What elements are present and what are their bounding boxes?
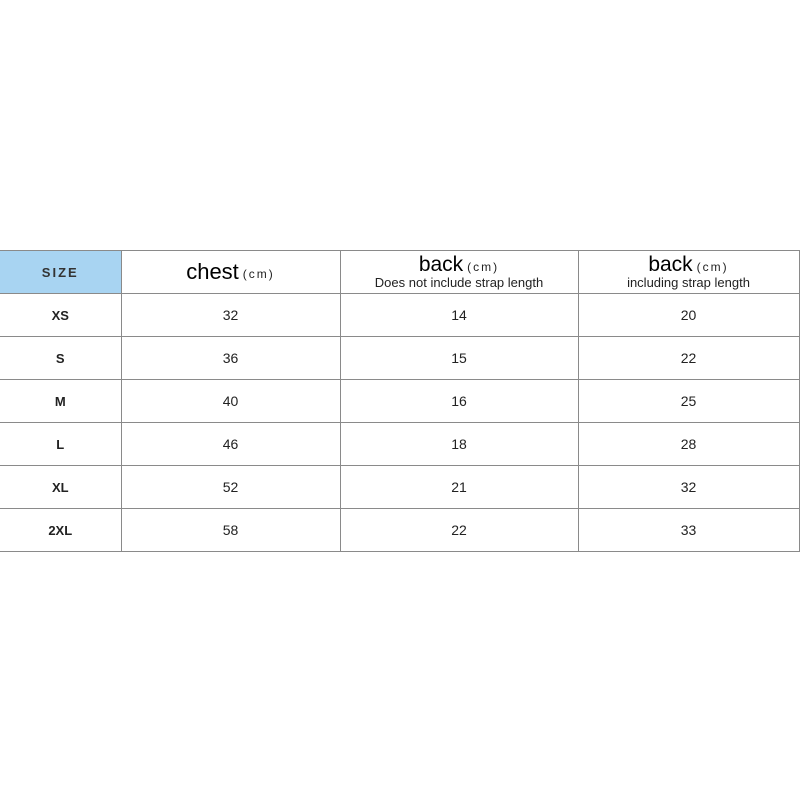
chest-header-label: chest bbox=[186, 258, 239, 284]
back-without-strap-cell: 22 bbox=[340, 509, 578, 552]
chest-cell: 52 bbox=[121, 466, 340, 509]
table-row bbox=[0, 423, 799, 466]
back-header-label: back bbox=[648, 253, 693, 276]
back-with-strap-cell: 25 bbox=[578, 380, 799, 423]
back-without-strap-cell: 14 bbox=[340, 294, 578, 337]
size-header bbox=[0, 251, 121, 294]
back-with-strap-cell: 32 bbox=[578, 466, 799, 509]
header-row bbox=[0, 251, 799, 294]
back-header-label: back bbox=[418, 253, 464, 276]
size-cell: L bbox=[0, 423, 121, 466]
table-row bbox=[0, 509, 799, 552]
back-header-unit: (cm) bbox=[467, 259, 500, 274]
back-with-strap-cell: 22 bbox=[578, 337, 799, 380]
back-without-strap-cell: 18 bbox=[340, 423, 578, 466]
size-cell: XS bbox=[0, 294, 121, 337]
chest-header-unit: (cm) bbox=[242, 267, 275, 282]
table-row bbox=[0, 466, 799, 509]
back-with-strap-cell: 33 bbox=[578, 509, 799, 552]
back-with-strap-cell: 20 bbox=[578, 294, 799, 337]
back-header-with-strap bbox=[578, 251, 799, 294]
chest-cell: 46 bbox=[121, 423, 340, 466]
back-header-unit: (cm) bbox=[696, 259, 729, 274]
size-cell: M bbox=[0, 380, 121, 423]
back-header-note: including strap length bbox=[627, 275, 750, 290]
back-without-strap-cell: 15 bbox=[340, 337, 578, 380]
size-cell: XL bbox=[0, 466, 121, 509]
table-row bbox=[0, 380, 799, 423]
size-cell: S bbox=[0, 337, 121, 380]
table-row bbox=[0, 337, 799, 380]
size-chart-table bbox=[0, 250, 800, 552]
size-header-label: SIZE bbox=[41, 264, 79, 280]
table-row bbox=[0, 294, 799, 337]
size-cell: 2XL bbox=[0, 509, 121, 552]
back-without-strap-cell: 21 bbox=[340, 466, 578, 509]
back-without-strap-cell: 16 bbox=[340, 380, 578, 423]
back-with-strap-cell: 28 bbox=[578, 423, 799, 466]
chest-cell: 40 bbox=[121, 380, 340, 423]
back-header-note: Does not include strap length bbox=[374, 275, 544, 290]
chest-cell: 36 bbox=[121, 337, 340, 380]
chest-header bbox=[121, 251, 340, 294]
chest-cell: 32 bbox=[121, 294, 340, 337]
back-header-without-strap bbox=[340, 251, 578, 294]
chest-cell: 58 bbox=[121, 509, 340, 552]
